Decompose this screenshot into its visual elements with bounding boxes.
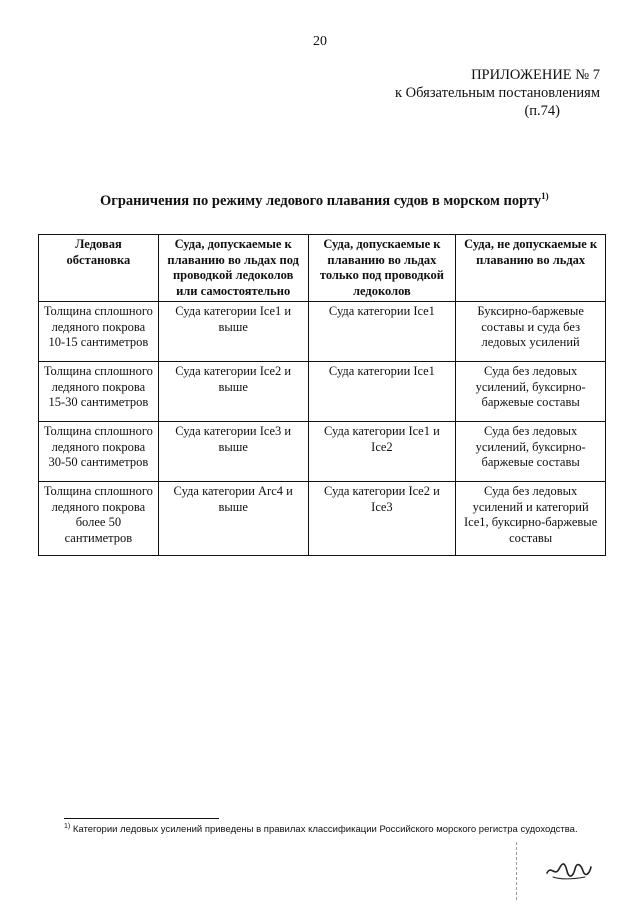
header-independent-or-escort: Суда, допускаемые к плаванию во льдах под проводкой ледоколов или самостоятельно — [158, 235, 308, 302]
page-number: 20 — [313, 34, 327, 49]
margin-marks — [516, 842, 519, 900]
footnote-mark: 1) — [64, 823, 71, 830]
table-row — [39, 362, 606, 422]
cell-escort-only: Суда категории Ice1 и Ice2 — [308, 422, 456, 482]
header-ice-conditions: Ледовая обстановка — [39, 235, 159, 302]
footnote-text: Категории ледовых усилений приведены в правилах классификации Российского морского регистра судоходства. — [72, 824, 578, 836]
cell-not-allowed: Суда без ледовых усилений, буксирно-баржевые составы — [456, 362, 606, 422]
cell-not-allowed: Буксирно-баржевые составы и суда без ледовых усилений — [456, 302, 606, 362]
table-row — [39, 302, 606, 362]
ice-restrictions-table — [38, 234, 606, 556]
cell-ice-conditions: Толщина сплошного ледяного покрова более 50 сантиметров — [39, 482, 159, 556]
appendix-title: ПРИЛОЖЕНИЕ № 7 — [471, 67, 600, 83]
appendix-subtitle: к Обязательным постановлениям — [395, 85, 600, 101]
cell-independent: Суда категории Ice1 и выше — [158, 302, 308, 362]
cell-independent: Суда категории Arc4 и выше — [158, 482, 308, 556]
footnote-divider — [64, 818, 219, 819]
cell-independent: Суда категории Ice3 и выше — [158, 422, 308, 482]
cell-ice-conditions: Толщина сплошного ледяного покрова 30-50 сантиметров — [39, 422, 159, 482]
cell-not-allowed: Суда без ледовых усилений и категорий Ice1, буксирно-баржевые составы — [456, 482, 606, 556]
header-not-allowed: Суда, не допускаемые к плаванию во льдах — [456, 235, 606, 302]
cell-ice-conditions: Толщина сплошного ледяного покрова 15-30 сантиметров — [39, 362, 159, 422]
signature-icon — [545, 855, 593, 885]
cell-not-allowed: Суда без ледовых усилений, буксирно-баржевые составы — [456, 422, 606, 482]
footnote — [64, 823, 578, 835]
document-title-footnote-mark: 1) — [541, 191, 549, 202]
table-row — [39, 482, 606, 556]
cell-escort-only: Суда категории Ice1 — [308, 302, 456, 362]
appendix-header — [395, 66, 600, 120]
cell-ice-conditions: Толщина сплошного ледяного покрова 10-15 сантиметров — [39, 302, 159, 362]
cell-escort-only: Суда категории Ice2 и Ice3 — [308, 482, 456, 556]
header-escort-only: Суда, допускаемые к плаванию во льдах только под проводкой ледоколов — [308, 235, 456, 302]
document-title — [100, 193, 549, 210]
table-row — [39, 422, 606, 482]
cell-escort-only: Суда категории Ice1 — [308, 362, 456, 422]
cell-independent: Суда категории Ice2 и выше — [158, 362, 308, 422]
document-title-text: Ограничения по режиму ледового плавания судов в морском порту — [100, 193, 542, 209]
appendix-reference: (п.74) — [524, 103, 560, 119]
table-header-row — [39, 235, 606, 302]
